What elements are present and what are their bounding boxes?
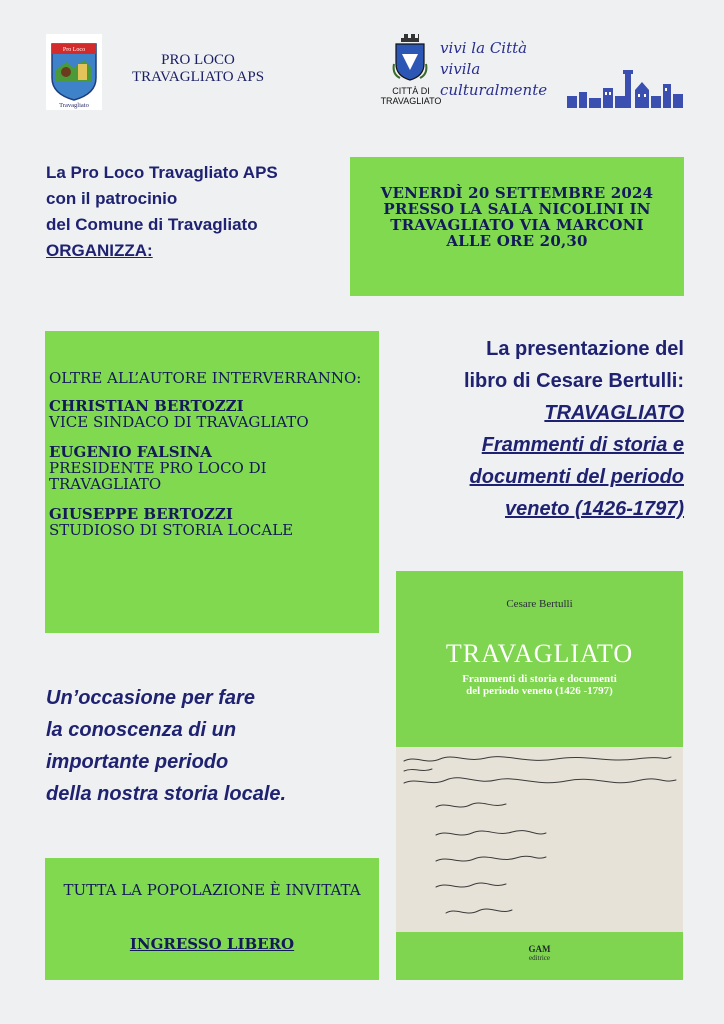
proloco-logo: [46, 34, 102, 110]
free-entry-text: INGRESSO LIBERO: [129, 935, 295, 953]
book-presentation: [380, 333, 684, 525]
organizer-intro: [46, 160, 346, 264]
book-title-line: Frammenti di storia e: [481, 434, 684, 456]
speaker-name: EUGENIO FALSINA: [49, 443, 212, 461]
book-title-line: veneto (1426-1797): [505, 498, 684, 520]
speaker-role: STUDIOSO DI STORIA LOCALE: [49, 521, 294, 539]
svg-text:Pro Loco: Pro Loco: [62, 47, 86, 53]
intro-line: del Comune di Travagliato: [46, 215, 258, 234]
book-cover: [396, 571, 683, 980]
occasion-text: Un’occasione per fare la conoscenza di un importante periodo della nostra storia locale.: [46, 687, 287, 805]
city-caption: CITTÀ DI TRAVAGLIATO: [380, 86, 442, 106]
event-date: VENERDÌ 20 SETTEMBRE 2024: [380, 184, 654, 202]
event-time: ALLE ORE 20,30: [446, 232, 588, 250]
speaker-role: VICE SINDACO DI TRAVAGLIATO: [49, 413, 309, 431]
book-title-line: documenti del periodo: [469, 466, 684, 488]
book-title: TRAVAGLIATO: [445, 639, 634, 668]
speaker-name: GIUSEPPE BERTOZZI: [49, 505, 233, 523]
speaker-item: [49, 506, 375, 538]
city-skyline-icon: [565, 66, 685, 110]
intro-line: con il patrocinio: [46, 189, 178, 208]
presentation-line: libro di Cesare Bertulli:: [463, 370, 684, 392]
speakers-box: [45, 331, 379, 633]
event-venue: PRESSO LA SALA NICOLINI IN: [383, 200, 651, 218]
intro-organizza: ORGANIZZA:: [46, 241, 153, 260]
svg-text:Travagliato: Travagliato: [59, 102, 89, 109]
book-publisher: GAM editrice: [528, 944, 551, 962]
city-crest-icon: [392, 34, 428, 82]
book-title-line: TRAVAGLIATO: [544, 402, 684, 424]
speaker-name: CHRISTIAN BERTOZZI: [49, 397, 244, 415]
manuscript-image: [396, 747, 683, 932]
intro-line: La Pro Loco Travagliato APS: [46, 163, 278, 182]
presentation-line: La presentazione del: [486, 338, 684, 360]
speakers-heading: OLTRE ALL’AUTORE INTERVERRANNO:: [49, 369, 362, 387]
book-subtitle: Frammenti di storia e documenti del periodo veneto (1426 -1797): [462, 673, 617, 697]
invitation-box: [45, 858, 379, 980]
event-address: TRAVAGLIATO VIA MARCONI: [390, 216, 644, 234]
proloco-name: PRO LOCO TRAVAGLIATO APS: [131, 52, 265, 85]
book-author: Cesare Bertulli: [506, 598, 573, 610]
speaker-role: PRESIDENTE PRO LOCO DI TRAVAGLIATO: [49, 459, 267, 493]
speaker-item: [49, 444, 375, 492]
city-slogan: vivi la Città vivila culturalmente: [440, 39, 548, 99]
event-date-box: [350, 157, 684, 296]
speaker-item: [49, 398, 375, 430]
invitation-text: TUTTA LA POPOLAZIONE È INVITATA: [63, 881, 361, 899]
